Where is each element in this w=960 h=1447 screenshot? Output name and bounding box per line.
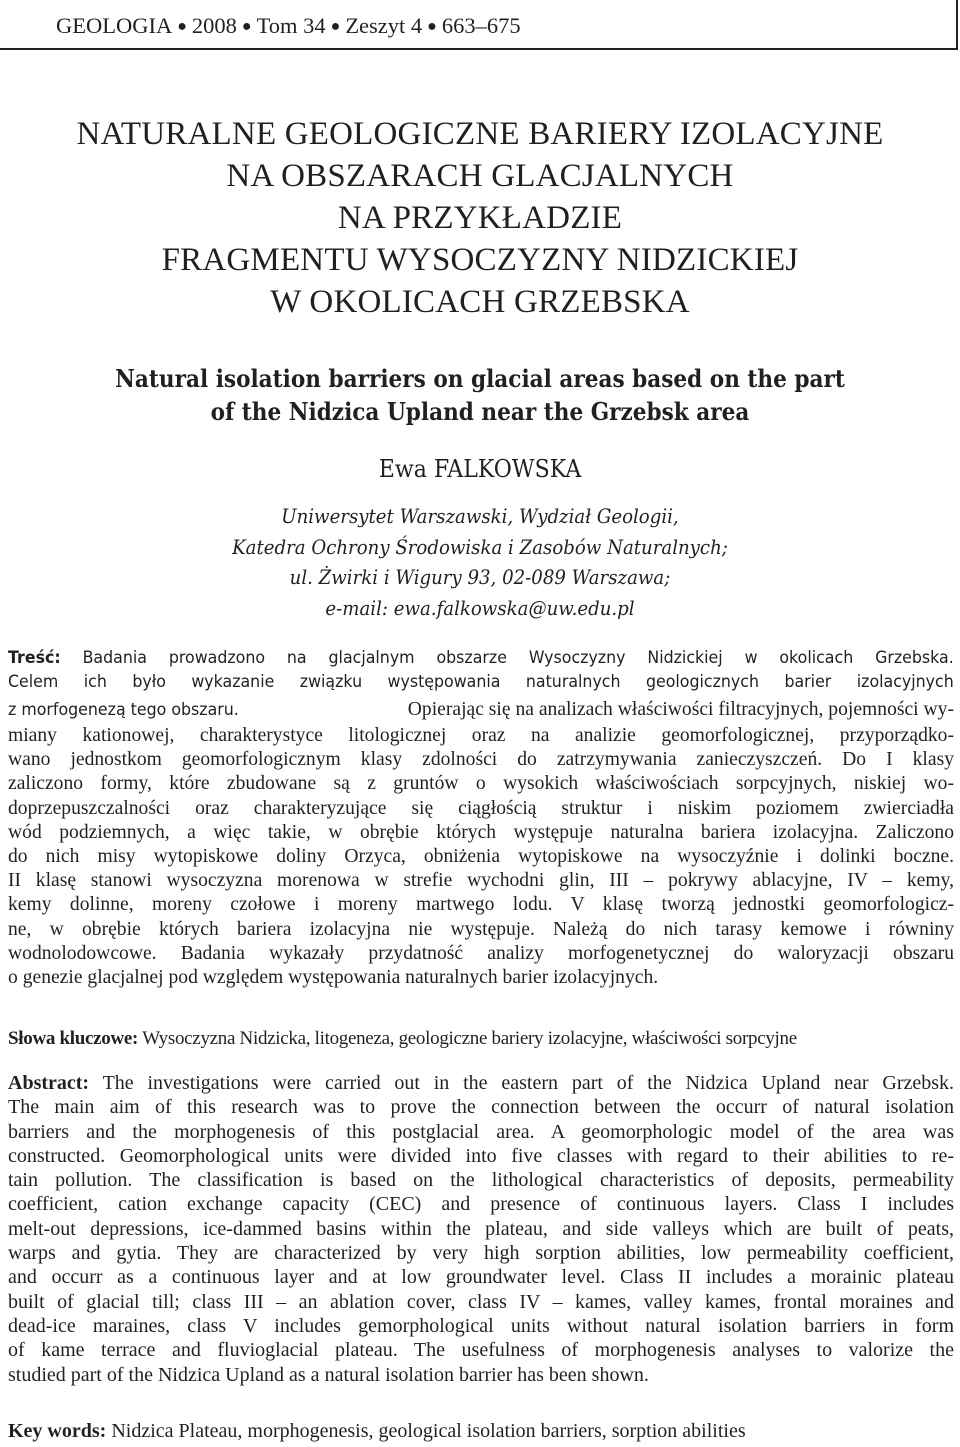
title-english-line: Natural isolation barriers on glacial areas based on the part — [115, 364, 845, 393]
author-email: e-mail: ewa.falkowska@uw.edu.pl — [325, 596, 635, 620]
keywords-english-label: Key words: — [8, 1420, 107, 1442]
keywords-english — [8, 1419, 954, 1443]
abstract-polish-line: Celem ich było wykazanie związku występowania naturalnych geologicznych barier izolacyjnych — [8, 672, 954, 692]
abstract-polish-line: doprzepuszczalności oraz charakteryzujące się ciągłością struktur i niskim poziomem zwierciadła — [8, 797, 954, 819]
abstract-polish-line: wód podziemnych, a więc takie, w obrębie których występuje naturalna bariera izolacyjna. Zaliczono — [8, 821, 954, 843]
abstract-english-line: studied part of the Nidzica Upland as a natural isolation barrier has been shown. — [8, 1363, 649, 1386]
bullet-icon: ● — [427, 18, 437, 35]
abstract-english-line: Abstract: The investigations were carried out in the eastern part of the Nidzica Upland near Grzebsk. — [8, 1072, 955, 1094]
title-polish — [0, 113, 960, 323]
author-affiliation — [34, 502, 927, 624]
title-polish-line: NA OBSZARACH GLACJALNYCH — [226, 158, 734, 194]
abstract-polish-line3 — [8, 698, 954, 722]
title-polish-line: NA PRZYKŁADZIE — [337, 200, 623, 236]
abstract-english-line: constructed. Geomorphological units were divided into five classes with regard to their abilities to re- — [8, 1144, 954, 1167]
abstract-polish-line: do nich misy wytopiskowe doliny Orzyca, obniżenia wytopiskowe na wysoczyźnie i dolinki boczne. — [8, 846, 954, 868]
bullet-icon: ● — [241, 18, 252, 35]
abstract-polish-label: Treść: — [8, 648, 61, 668]
abstract-english — [8, 1071, 954, 1387]
abstract-polish-line: kemy dolinne, moreny czołowe i moreny martwego lodu. V klasę tworzą jednostki geomorfologicz- — [8, 894, 954, 916]
keywords-polish-text: Wysoczyzna Nidzicka, litogeneza, geologiczne bariery izolacyjne, właściwości sorpcyjne — [142, 1028, 797, 1049]
abstract-english-line: melt-out depressions, ice-dammed basins within the plateau, and side valleys which are built of peats, — [8, 1217, 954, 1240]
journal-volume: Tom 34 — [256, 13, 326, 38]
abstract-english-line: dead-ice maraines, class V includes gemorphological units without natural isolation barriers in form — [8, 1314, 954, 1337]
affiliation-line: ul. Żwirki i Wigury 93, 02-089 Warszawa; — [289, 566, 671, 589]
journal-header-text — [56, 12, 521, 43]
abstract-english-line: and occurr as a continuous layer and at low groundwater level. Class II includes a morainic plateau — [8, 1266, 954, 1289]
journal-year: 2008 — [191, 13, 237, 38]
abstract-polish-line: wano jednostkom geomorfologicznym klasy zdolności do zatrzymywania zanieczyszczeń. Do I klasy — [8, 749, 954, 771]
affiliation-line: Uniwersytet Warszawski, Wydział Geologii, — [281, 505, 679, 528]
abstract-polish-line: o genezie glacjalnej pod względem występowania naturalnych barier izolacyjnych. — [8, 967, 659, 989]
abstract-polish-line: Treść: Badania prowadzono na glacjalnym obszarze Wysoczyzny Nidzickiej w okolicach Grzebska. — [8, 648, 954, 668]
abstract-polish-line: miany kationowej, charakterystyce litologicznej oraz na analizie geomorfologicznej, przyporządko- — [8, 725, 954, 746]
title-english — [48, 362, 912, 428]
abstract-polish-line: II klasę stanowi wysoczyzna morenowa w strefie wychodni glin, III – pokrywy ablacyjne, IV – kemy, — [8, 870, 954, 892]
bullet-icon: ● — [177, 18, 187, 35]
bullet-icon: ● — [330, 18, 341, 35]
abstract-english-line: tain pollution. The classification is based on the lithological characteristics of deposits, permeability — [8, 1169, 954, 1192]
abstract-polish-serif — [8, 724, 954, 990]
abstract-english-line: barriers and the morphogenesis of this postglacial area. A geomorphologic model of the area was — [8, 1120, 954, 1143]
abstract-polish-line: zaliczono formy, które zbudowane są z gruntów o wysokich właściwościach sorpcyjnych, niskiej wo- — [8, 773, 954, 795]
author-name: Ewa FALKOWSKA — [378, 455, 582, 483]
abstract-polish-line: Opierając się na analizach właściwości filtracyjnych, pojemności wy- — [407, 699, 954, 720]
journal-issue: Zeszyt 4 — [345, 13, 423, 38]
abstract-english-line: The main aim of this research was to prove the connection between the occurr of natural isolation — [8, 1096, 954, 1119]
abstract-english-label: Abstract: — [8, 1072, 90, 1094]
title-polish-line: W OKOLICACH GRZEBSKA — [270, 284, 690, 320]
abstract-polish-line: wodnolodowcowe. Badania wykazały przydatność analizy morfogenetycznej do waloryzacji obszaru — [8, 942, 954, 964]
journal-header — [0, 0, 958, 50]
journal-name: GEOLOGIA — [56, 13, 173, 38]
title-polish-line: NATURALNE GEOLOGICZNE BARIERY IZOLACYJNE — [76, 116, 884, 152]
keywords-english-text: Nidzica Plateau, morphogenesis, geological isolation barriers, sorption abilities — [111, 1420, 746, 1442]
title-english-line: of the Nidzica Upland near the Grzebsk area — [210, 397, 750, 426]
abstract-english-line: built of glacial till; class III – an ablation cover, class IV – kames, valley kames, frontal moraines and — [8, 1290, 954, 1313]
journal-pages: 663–675 — [441, 13, 521, 38]
affiliation-line: Katedra Ochrony Środowiska i Zasobów Naturalnych; — [232, 535, 728, 559]
abstract-english-line: of kame terrace and fluvioglacial plateau. The usefulness of morphogenesis analyses to valorize the — [8, 1339, 954, 1362]
abstract-polish-line: ne, w obrębie których bariera izolacyjna nie występuje. Należą do nich tarasy kemowe i równiny — [8, 918, 954, 940]
title-polish-line: FRAGMENTU WYSOCZYZNY NIDZICKIEJ — [161, 242, 799, 278]
keywords-polish — [8, 1027, 954, 1051]
abstract-english-line: warps and gytia. They are characterized by very high sorption abilities, low permeability coefficient, — [8, 1242, 954, 1265]
abstract-english-line: coefficient, cation exchange capacity (CEC) and presence of continuous layers. Class I includes — [8, 1193, 954, 1216]
abstract-polish-line: z morfogenezą tego obszaru. — [8, 700, 239, 720]
keywords-polish-label: Słowa kluczowe: — [8, 1028, 139, 1049]
abstract-polish-sans — [8, 646, 954, 694]
